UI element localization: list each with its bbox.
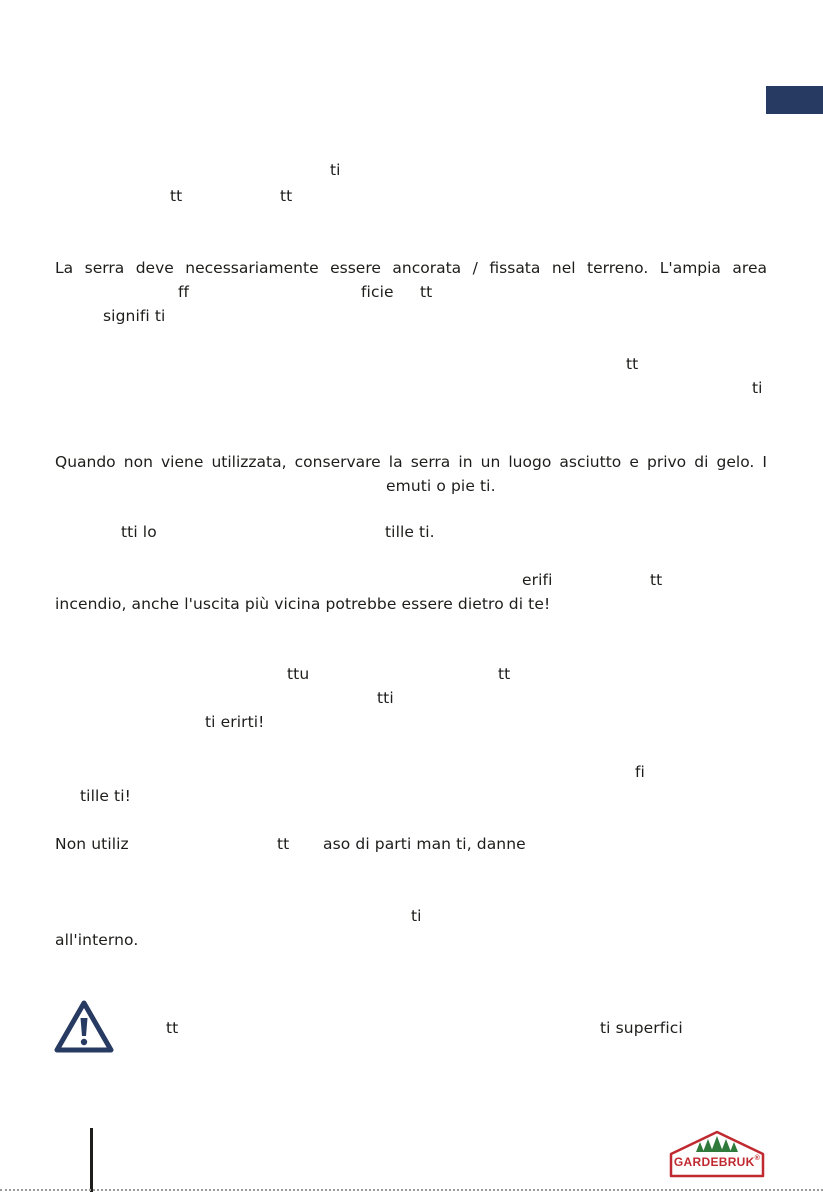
logo-emblem bbox=[668, 1130, 766, 1178]
text-fragment: ti bbox=[330, 161, 341, 179]
text-fragment: ti erirti! bbox=[205, 713, 265, 731]
text-fragment: incendio, anche l'uscita più vicina potrebbe essere dietro di te! bbox=[55, 595, 551, 613]
text-fragment: tt bbox=[420, 283, 433, 301]
text-fragment: emuti o pie ti. bbox=[386, 477, 496, 495]
text-fragment: tt bbox=[166, 1019, 179, 1037]
text-fragment: Non utiliz bbox=[55, 835, 129, 853]
page-edge-dots bbox=[0, 1189, 823, 1191]
text-fragment: ti bbox=[752, 379, 763, 397]
text-fragment: tt bbox=[277, 835, 290, 853]
text-fragment: tt bbox=[170, 187, 183, 205]
text-fragment: tt bbox=[650, 571, 663, 589]
text-fragment: tille ti. bbox=[385, 523, 435, 541]
text-fragment: tti lo bbox=[121, 523, 157, 541]
text-fragment: tt bbox=[498, 665, 511, 683]
paragraph-line: Quando non viene utilizzata, conservare la serra in un luogo asciutto e privo di gelo. I bbox=[55, 453, 767, 471]
text-fragment: tt bbox=[626, 355, 639, 373]
logo-wordmark bbox=[668, 1155, 766, 1169]
language-tab bbox=[766, 86, 823, 114]
text-fragment: aso di parti man ti, danne bbox=[323, 835, 526, 853]
text-fragment: ti superfici bbox=[600, 1019, 683, 1037]
text-fragment: signifi ti bbox=[103, 307, 166, 325]
warning-icon bbox=[54, 1000, 114, 1054]
gardebruk-logo bbox=[668, 1130, 766, 1178]
text-fragment: tti bbox=[377, 689, 394, 707]
text-fragment: tt bbox=[280, 187, 293, 205]
text-fragment: ficie bbox=[361, 283, 394, 301]
text-fragment: all'interno. bbox=[55, 931, 139, 949]
footer-divider bbox=[90, 1128, 93, 1192]
text-fragment: ti bbox=[411, 907, 422, 925]
text-fragment: fi bbox=[635, 763, 645, 781]
text-fragment: tille ti! bbox=[80, 787, 131, 805]
text-fragment: ttu bbox=[287, 665, 310, 683]
logo-trademark: ® bbox=[754, 1155, 761, 1162]
paragraph-line: La serra deve necessariamente essere ancorata / fissata nel terreno. L'ampia area bbox=[55, 259, 767, 277]
text-fragment: ff bbox=[178, 283, 190, 301]
text-fragment: erifi bbox=[522, 571, 553, 589]
logo-brand: GARDEBRUK bbox=[673, 1155, 755, 1169]
